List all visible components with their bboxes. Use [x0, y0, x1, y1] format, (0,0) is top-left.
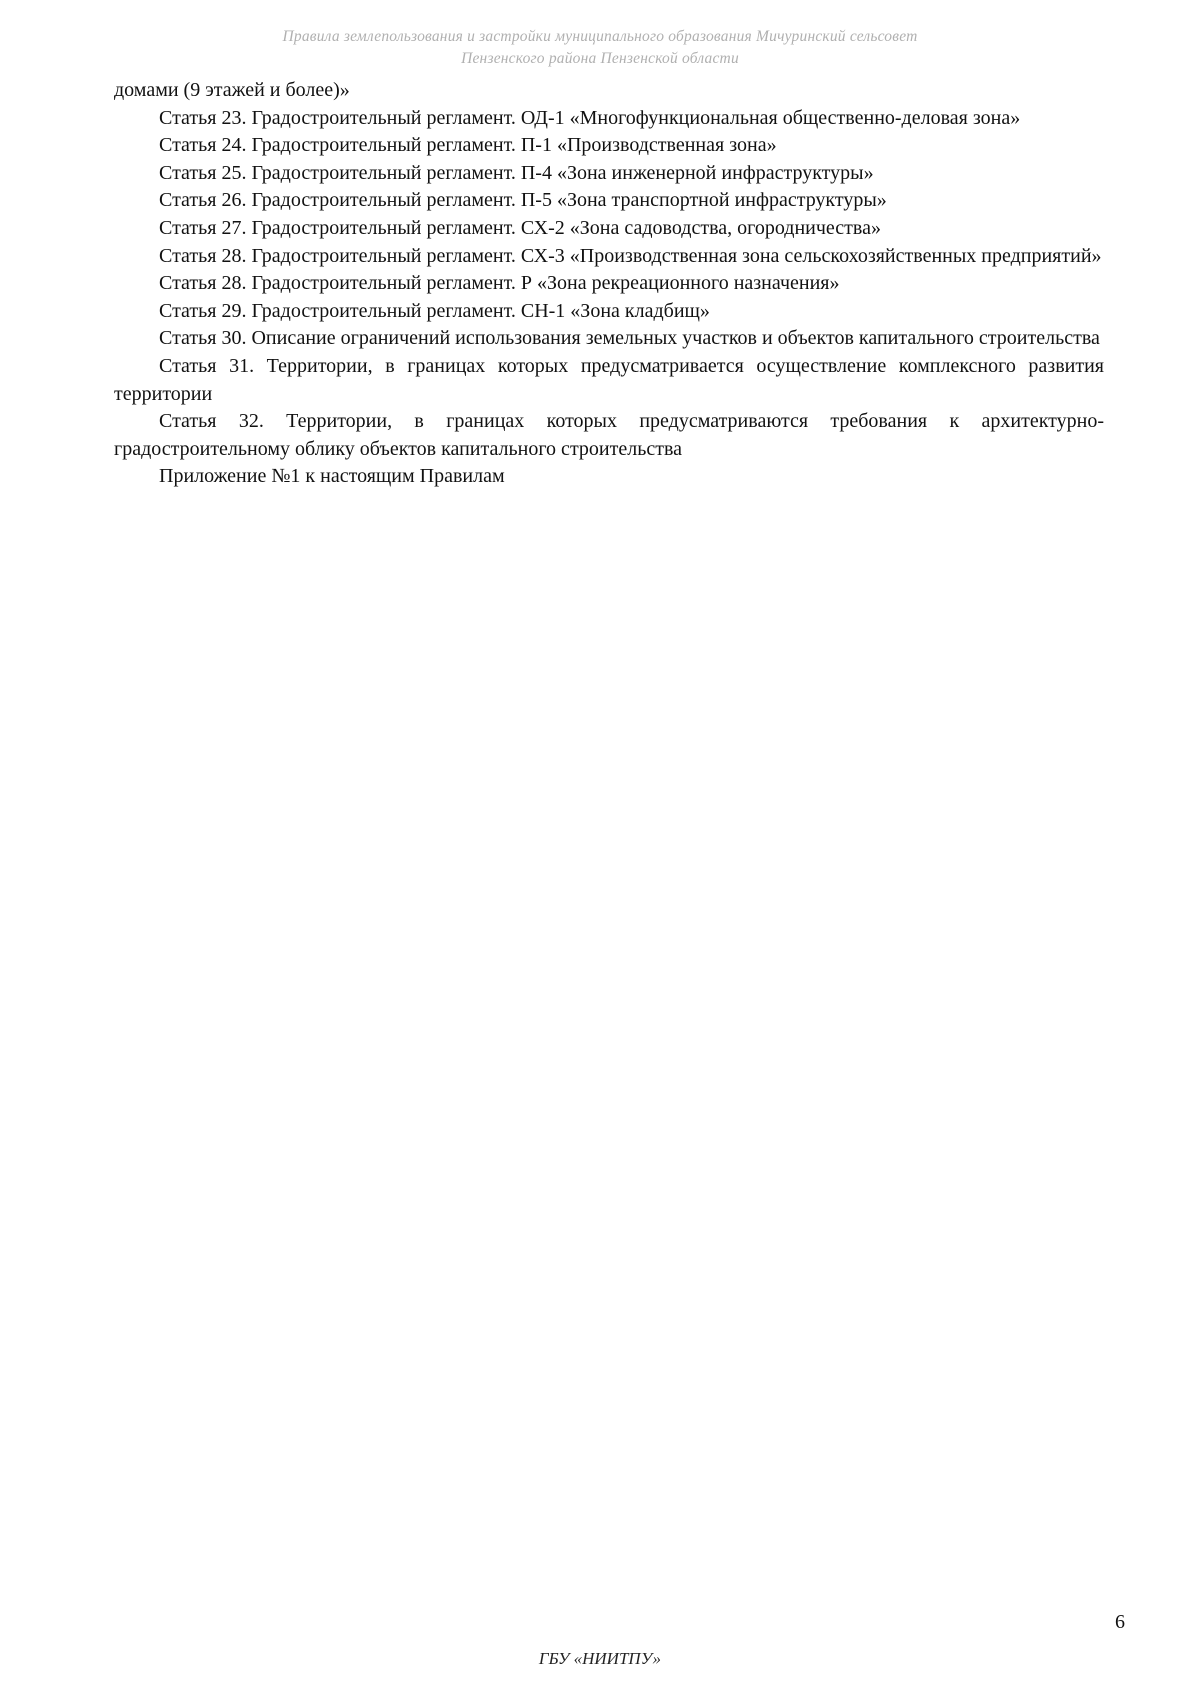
toc-entry-article-28-r: Статья 28. Градостроительный регламент. Р «Зона рекреационного назначения» [159, 272, 840, 295]
page-number: 6 [1115, 1611, 1125, 1633]
running-header-line-1: Правила землепользования и застройки муниципального образования Мичуринский сельсовет [282, 28, 918, 45]
toc-entry-article-24: Статья 24. Градостроительный регламент. П-1 «Производственная зона» [159, 134, 777, 157]
toc-entry-article-30: Статья 30. Описание ограничений использования земельных участков и объектов капитального строительства [159, 327, 1100, 350]
toc-entry-continuation: домами (9 этажей и более)» [114, 79, 350, 101]
running-header-line-2: Пензенского района Пензенской области [461, 50, 739, 67]
toc-entry-article-27: Статья 27. Градостроительный регламент. СХ-2 «Зона садоводства, огородничества» [159, 216, 881, 239]
running-footer: ГБУ «НИИТПУ» [538, 1649, 662, 1668]
toc-entry-article-26: Статья 26. Градостроительный регламент. П-5 «Зона транспортной инфраструктуры» [159, 189, 887, 212]
toc-entry-article-31: Статья 31. Территории, в границах которых предусматривается осуществление комплексного развития территории [114, 354, 1104, 405]
toc-entry-article-32: Статья 32. Территории, в границах которых предусматриваются требования к архитектурно-градостроительному облику объектов капитального строительства [114, 410, 1104, 460]
toc-entry-appendix-1: Приложение №1 к настоящим Правилам [159, 465, 505, 488]
toc-entry-article-28-sx3: Статья 28. Градостроительный регламент. СХ-3 «Производственная зона сельскохозяйственных предприятий» [159, 244, 1102, 267]
toc-entry-article-29: Статья 29. Градостроительный регламент. СН-1 «Зона кладбищ» [159, 299, 710, 322]
toc-entry-article-23: Статья 23. Градостроительный регламент. ОД-1 «Многофункциональная общественно-деловая зона» [159, 106, 1021, 129]
table-of-contents [114, 77, 1104, 491]
running-header [0, 26, 1200, 70]
toc-entry-article-25: Статья 25. Градостроительный регламент. П-4 «Зона инженерной инфраструктуры» [159, 161, 874, 184]
